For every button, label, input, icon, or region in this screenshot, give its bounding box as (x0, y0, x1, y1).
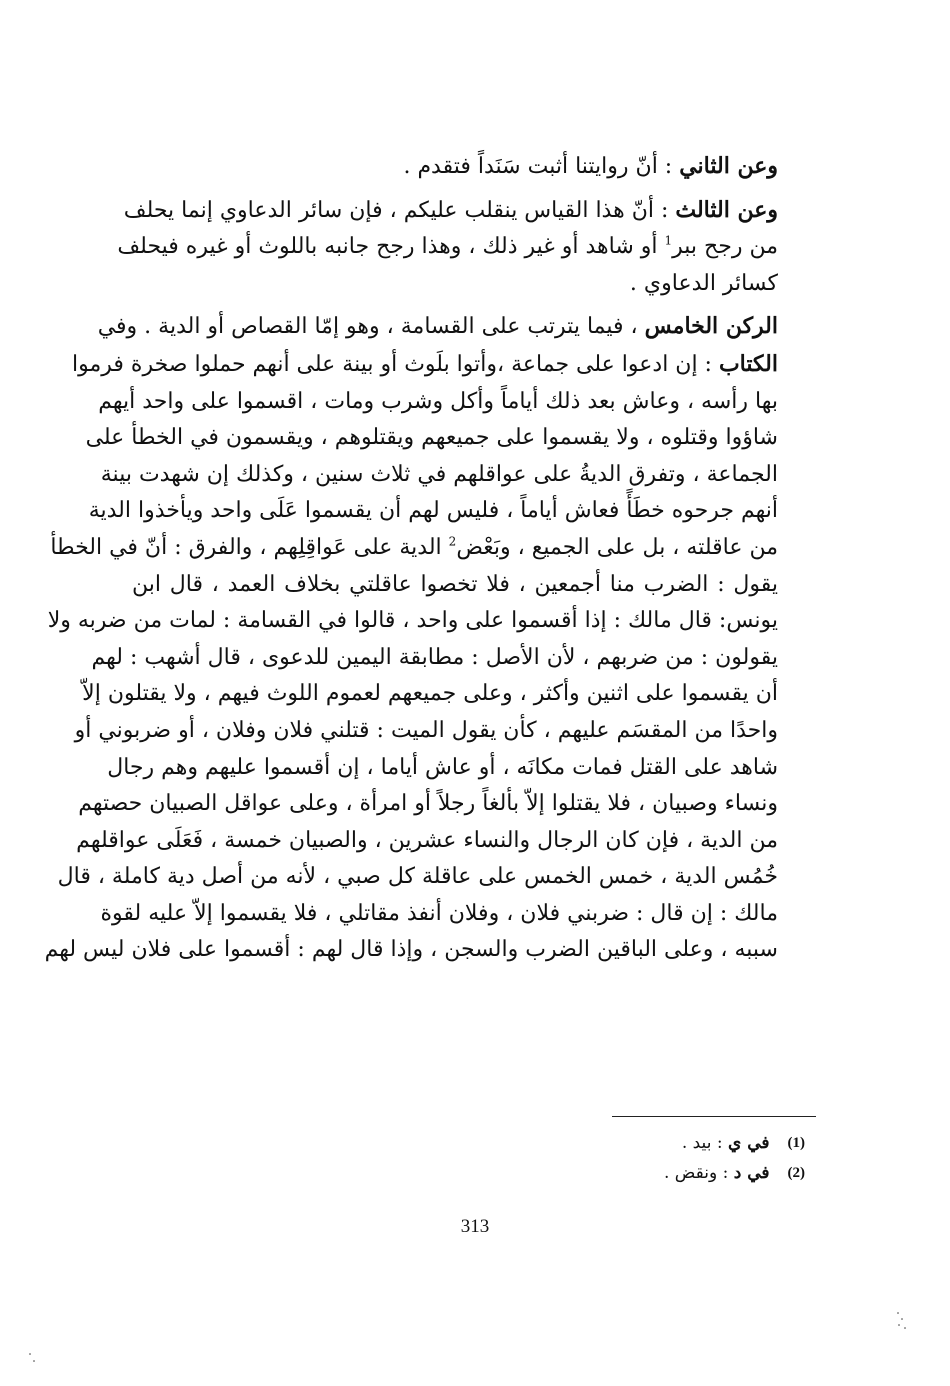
footnote-source: في د (733, 1163, 770, 1183)
text-line (117, 229, 812, 266)
text-line: بها رأسه ، وعاش بعد ذلك أياماً وأكل وشرب ومات ، اقسموا على واحد أيهم (98, 388, 778, 414)
text-line (132, 148, 812, 186)
text-line: يقول : الضرب منا أجمعين ، فلا تخصوا عاقلتي بخلاف العمد ، قال ابن (132, 571, 778, 597)
paragraph-1 (132, 148, 812, 186)
footnote-marker: 1 (664, 233, 673, 248)
paragraph-2 (117, 192, 812, 303)
footnote-reading: : ونقض . (663, 1163, 734, 1183)
line-text: : أنّ روايتنا أثبت سَنَداً فتقدم . (403, 154, 680, 179)
page-number: 313 (460, 1216, 490, 1237)
line-text: أو شاهد أو غير ذلك ، وهذا رجح جانبه باللوث أو غيره فيحلف (117, 234, 665, 260)
text-line: خُمُس الدية ، خمس الخمس على عاقلة كل صبي ، لأنه من أصل دية كاملة ، قال (57, 864, 778, 890)
footnote-number: (1) (787, 1135, 805, 1151)
text-line (72, 346, 812, 384)
text-line: الجماعة ، وتفرق الديةُ على عواقلهم في ثلاث سنين ، وكذلك إن شهدت بينة (100, 461, 778, 487)
text-line: أن يقسموا على اثنين وأكثر ، وعلى جميعهم لعموم اللوث فيهم ، ولا يقتلون إلاّ (82, 681, 778, 707)
footnote-item (560, 1128, 805, 1158)
scan-speckles (895, 1310, 907, 1330)
footnotes (560, 1128, 805, 1188)
line-text: كسائر الدعاوي . (629, 270, 778, 296)
text-line: من الدية ، فإن كان الرجال والنساء عشرين ، والصبيان خمسة ، فَعَلَى عواقلهم (76, 827, 778, 853)
text-line: أنهم جرحوه خطَأً فعاش أياماً ، فليس لهم أن يقسموا عَلَى واحد ويأخذوا الدية (88, 498, 778, 524)
text-line: يقولون : من ضربهم ، لأن الأصل : مطابقة اليمين للدعوى ، قال أشهب : لهم (91, 644, 778, 670)
heading-lead: الركن الخامس (644, 313, 778, 340)
footnote-item (560, 1158, 805, 1188)
heading-lead: وعن الثالث (675, 196, 778, 223)
line-text: من عاقلته ، بل على الجميع ، وبَعْض (456, 534, 778, 560)
main-text (44, 148, 812, 975)
footnote-reading: : بيد . (681, 1133, 728, 1153)
footnote-text (682, 1128, 770, 1158)
footnote-divider (612, 1116, 816, 1117)
text-line: سببه ، وعلى الباقين الضرب والسجن ، وإذا قال لهم : أقسموا على فلان ليس لهم (44, 937, 778, 963)
paragraph-3 (44, 308, 812, 969)
footnote-source: في ي (727, 1133, 770, 1153)
line-text: : إن ادعوا على جماعة ،وأتوا بلَوث أو بينة على أنهم حملوا صخرة فرموا (72, 351, 719, 377)
line-text: الدية على عَواقِلِهم ، والفرق : أنّ في الخطأ (50, 534, 449, 560)
text-line (50, 530, 812, 567)
text-line: شاؤوا وقتلوه ، ولا يقسموا على جميعهم ويقتلوهم ، ويقسمون في الخطأ على (85, 425, 778, 451)
text-line (123, 192, 812, 230)
text-line: يونس: قال مالك : إذا أقسموا على واحد ، قالوا في القسامة : لمات من ضربه ولا (47, 608, 778, 634)
text-line: مالك : إن قال : ضربني فلان ، وفلان أنفذ مقاتلي ، فلا يقسموا إلاّ عليه لقوة (100, 900, 778, 926)
text-line (97, 308, 812, 346)
text-line: واحدًا من المقسَم عليهم ، كأن يقول الميت : قتلني فلان وفلان ، أو ضربوني أو (74, 717, 778, 743)
scan-speckles (28, 1350, 40, 1370)
line-text: : أنّ هذا القياس ينقلب عليكم ، فإن سائر الدعاوي إنما يحلف (123, 197, 676, 223)
footnote-number: (2) (787, 1165, 805, 1181)
footnote-marker: 2 (448, 534, 457, 549)
footnote-text (664, 1158, 770, 1188)
heading-lead: الكتاب (718, 350, 778, 377)
text-line (132, 266, 812, 303)
line-text: من رجح ببر (672, 234, 778, 260)
text-line: ونساء وصبيان ، فلا يقتلوا إلاّ بألغاً رجلاً أو امرأة ، وعلى عواقل الصبيان حصتهم (78, 791, 778, 817)
text-line: شاهد على القتل فمات مكانَه ، أو عاش أياما ، إن أقسموا عليهم وهم رجال (107, 754, 778, 780)
heading-lead: وعن الثاني (679, 153, 778, 179)
line-text: ، فيما يترتب على القسامة ، وهو إمّا القصاص أو الدية . وفي (97, 314, 645, 340)
